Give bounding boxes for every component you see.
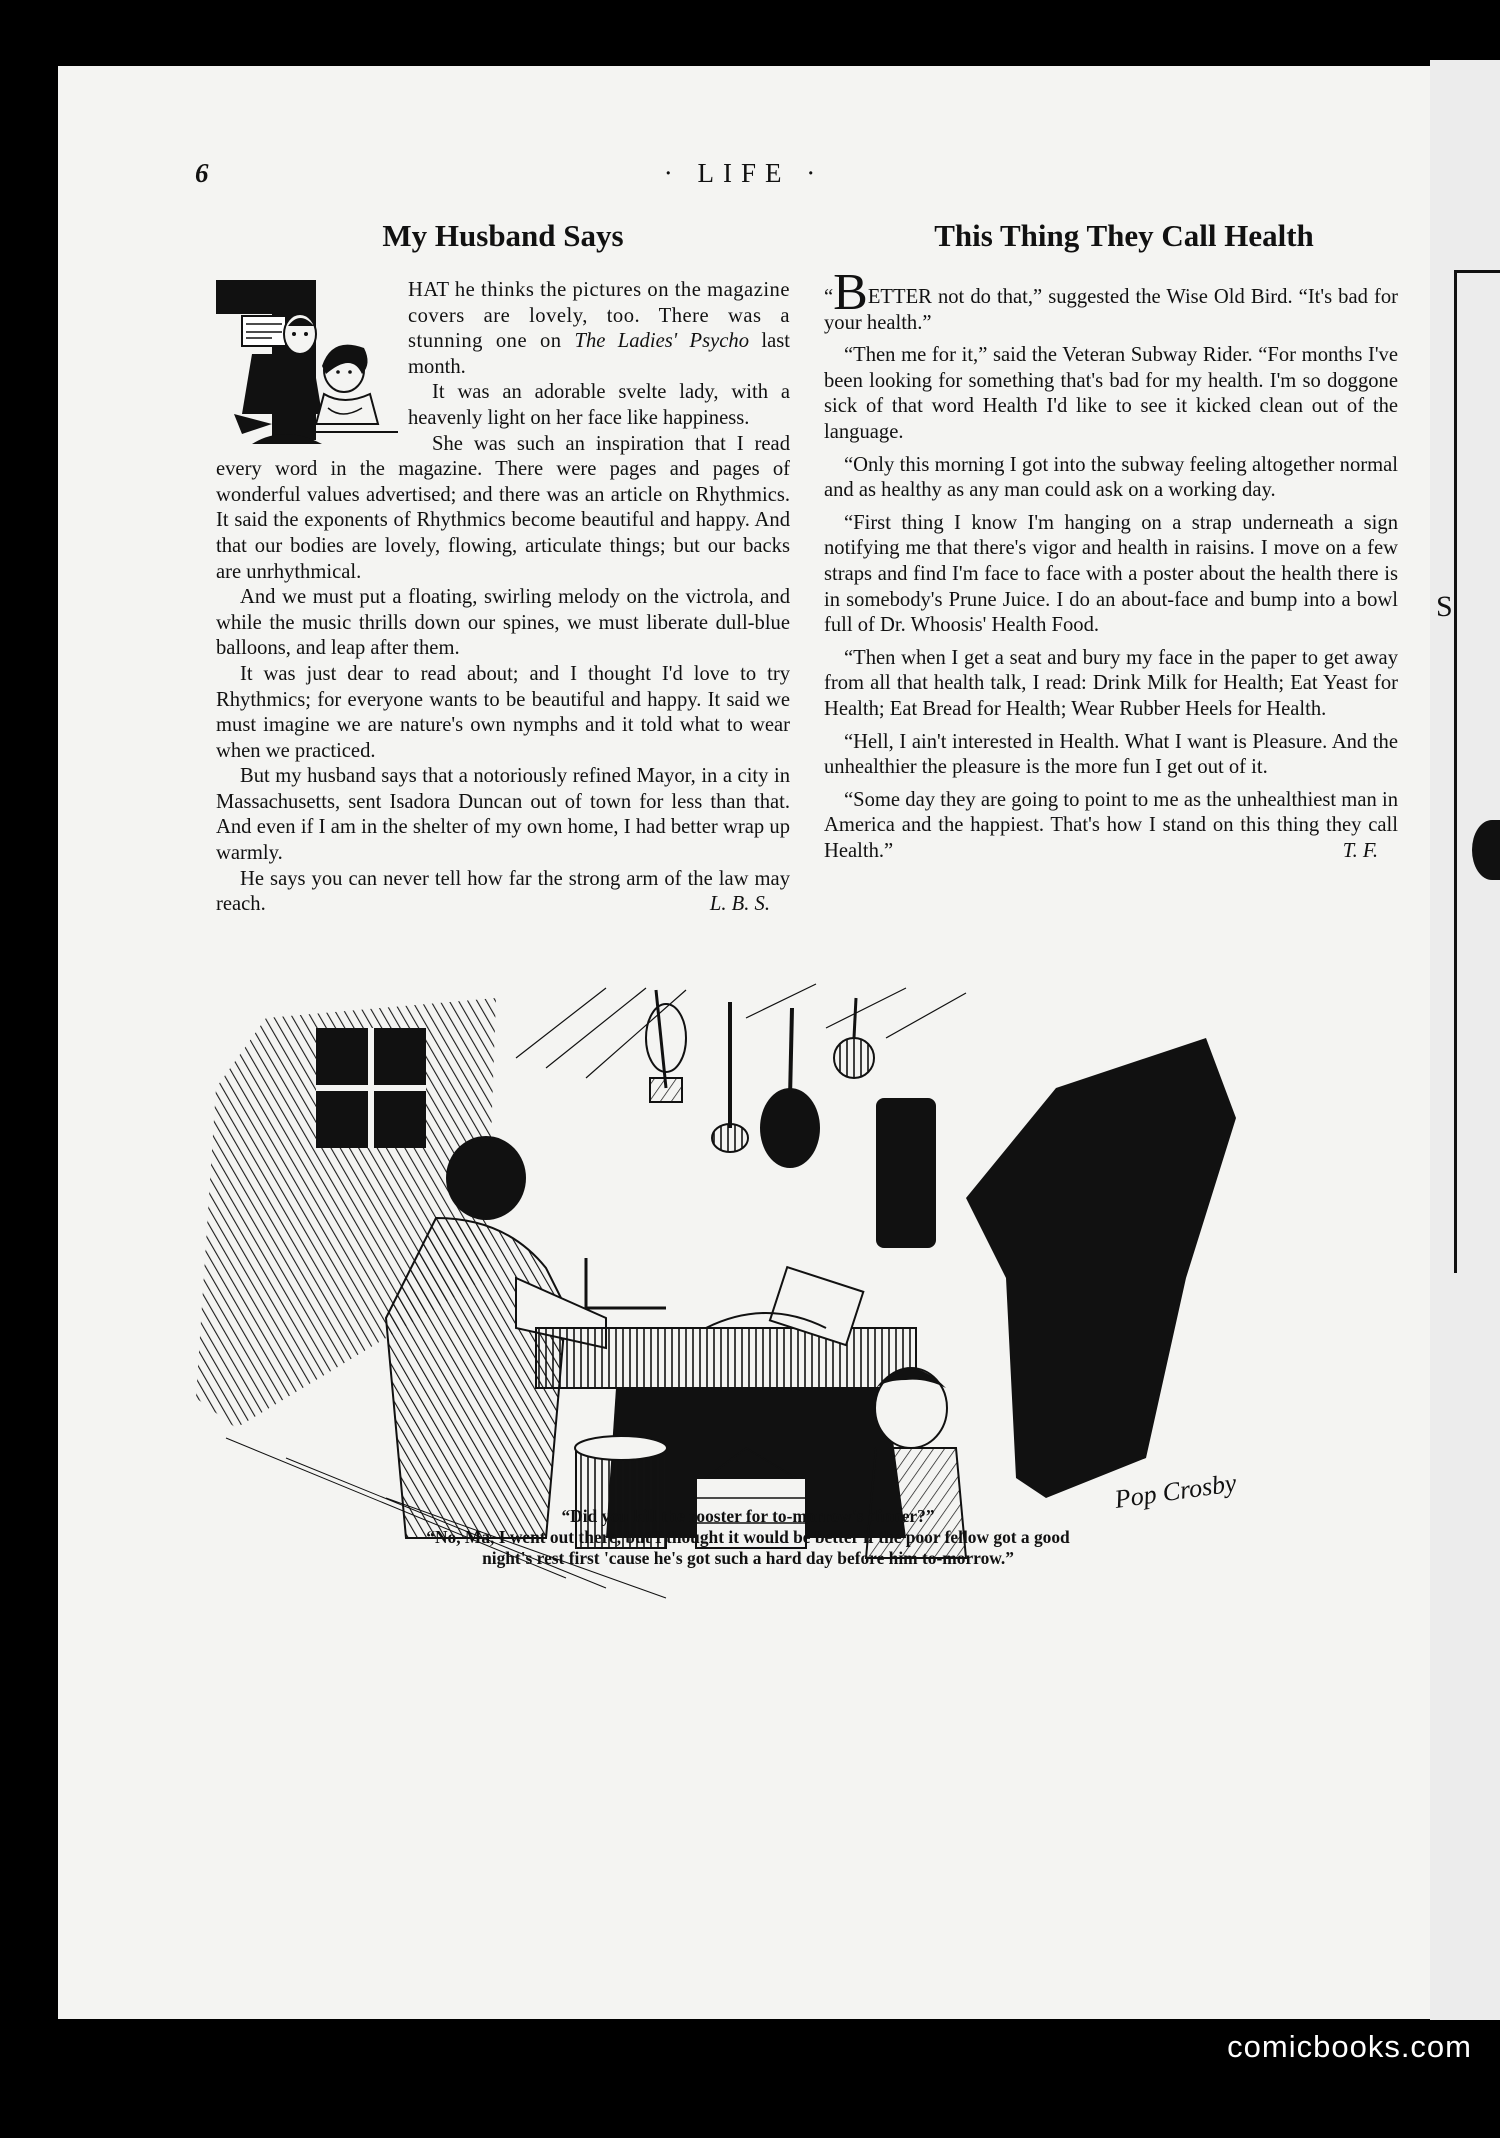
artist-signature: Pop Crosby	[1112, 1468, 1239, 1514]
article-paragraph: “Hell, I ain't interested in Health. What I want is Pleasure. And the unhealthier the pleasure is the more fun I get out of it.	[824, 730, 1398, 779]
open-quote: “	[824, 286, 834, 308]
article-this-thing-they-call-health	[824, 216, 1398, 871]
caption-line: night's rest first 'cause he's got such a hard day before him to-morrow.”	[482, 1548, 1014, 1568]
author-signature: L. B. S.	[709, 893, 770, 916]
caption-line: “No, Ma, I went out there, but I thought it would be better if the poor fellow got a good	[426, 1527, 1070, 1547]
closing-text: He says you can never tell how far the strong arm of the law may reach.	[216, 867, 790, 916]
article-paragraph	[824, 264, 1398, 336]
article-paragraph: And we must put a floating, swirling melody on the victrola, and while the music thrills down our spines, we must liberate dull-blue balloons, and leap after them.	[216, 586, 790, 660]
dropcap-illustration	[212, 274, 398, 446]
article-my-husband-says	[216, 216, 790, 918]
dropcap-letter: B	[833, 264, 868, 321]
article-headline: My Husband Says	[382, 218, 624, 253]
site-watermark: comicbooks.com	[1227, 2029, 1472, 2064]
magazine-page	[58, 66, 1430, 2019]
adjacent-page-letter: S	[1436, 590, 1453, 623]
magazine-name: The Ladies' Psycho	[574, 330, 749, 353]
article-paragraph: “Then when I get a seat and bury my face in the paper to get away from all that health talk, I read: Drink Milk for Health; Eat Yeast for Health; Eat Bread for Health; Wear Rubber Heels for Health.	[824, 646, 1398, 720]
article-paragraph: “First thing I know I'm hanging on a strap underneath a sign notifying me that there's vigor and health in raisins. I move on a few straps and find I'm face to face with a poster about the health there is in somebody's Prune Juice. I do an about-face and bump into a bowl full of Dr. Whoosis' Health Food.	[824, 511, 1398, 637]
article-paragraph: She was such an inspiration that I read every word in the magazine. There were pages and pages of wonderful values advertised; and there was an article on Rhythmics. It said the exponents of Rhythmics become beautiful and happy. And that our bodies are lovely, flowing, articulate things; but our backs are unrhythmical.	[216, 432, 790, 583]
cartoon-caption	[348, 1506, 1148, 1569]
adjacent-page-edge	[1430, 60, 1500, 2020]
article-paragraph	[216, 867, 790, 918]
article-paragraph: But my husband says that a notoriously refined Mayor, in a city in Massachusetts, sent Isadora Duncan out of town for less than that. And even if I am in the shelter of my own home, I had better wrap up warmly.	[216, 765, 790, 865]
opening-text: ETTER not do that,” suggested the Wise Old Bird. “It's bad for your health.”	[824, 286, 1398, 334]
article-headline: This Thing They Call Health	[934, 218, 1314, 253]
adjacent-page-frame	[1454, 270, 1500, 1273]
article-paragraph	[824, 788, 1398, 865]
article-paragraph: It was an adorable svelte lady, with a heavenly light on her face like happiness.	[408, 381, 790, 429]
opening-text-end: last month.	[408, 330, 791, 378]
article-paragraph: It was just dear to read about; and I thought I'd love to try Rhythmics; for everyone wants to be beautiful and happy. It said we must imagine we are nature's own nymphs and it told what to wear when we practiced.	[216, 662, 790, 762]
author-signature: T. F.	[1342, 839, 1378, 862]
running-head	[58, 158, 1430, 198]
magazine-title: · LIFE ·	[663, 158, 825, 188]
dropcap-t-with-figures-icon	[212, 274, 398, 446]
article-paragraph: “Then me for it,” said the Veteran Subway Rider. “For months I've been looking for something that's bad for my health. I'm so doggone sick of that word Health I'd like to see it kicked clean out of the language.	[824, 344, 1398, 443]
opening-text: HAT he thinks the pictures on the magazine covers are lovely, too. There was a stunning one on	[408, 279, 790, 353]
caption-line: “Did you kill the rooster for to-morrow's dinner?”	[561, 1506, 935, 1526]
article-paragraph: “Only this morning I got into the subway feeling altogether normal and as healthy as any man could ask on a working day.	[824, 453, 1398, 502]
page-number: 6	[195, 158, 209, 188]
closing-text: “Some day they are going to point to me as the unhealthiest man in America and the happiest. That's how I stand on this thing they call Health.”	[824, 788, 1398, 862]
